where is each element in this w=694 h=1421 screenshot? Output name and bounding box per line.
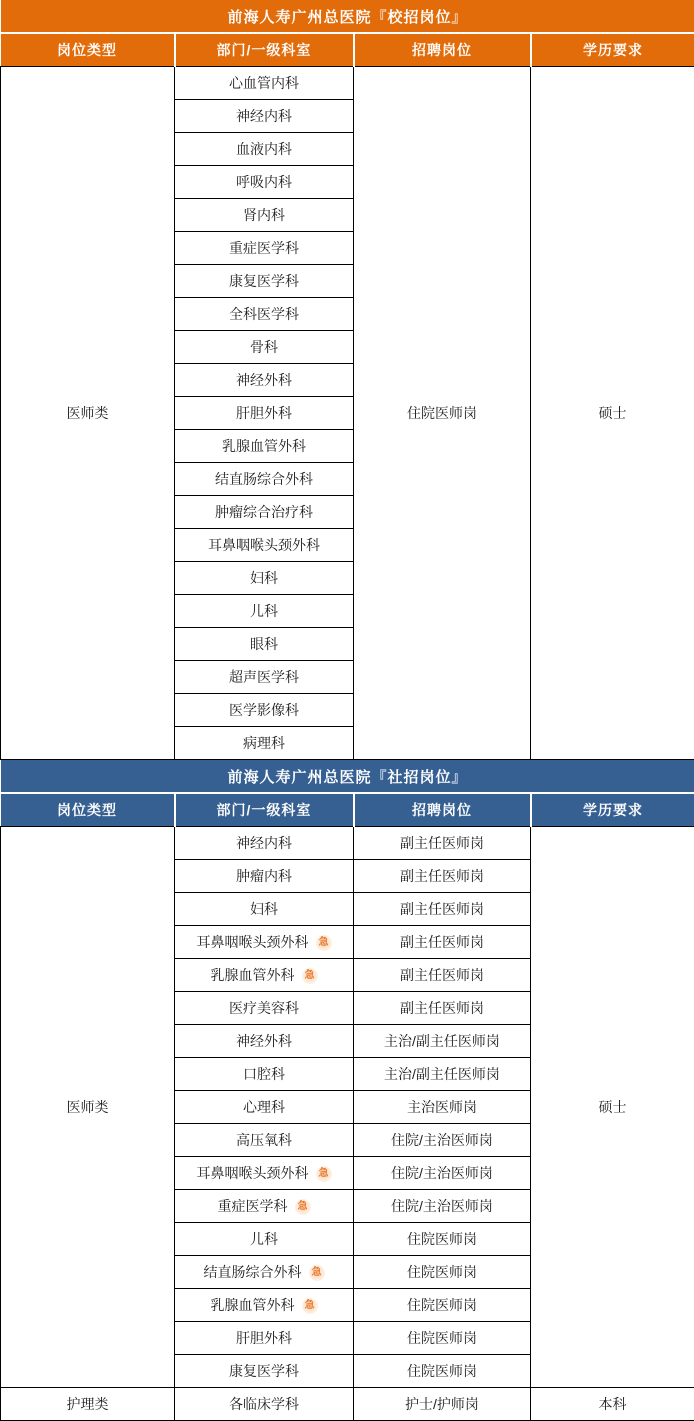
position-cell: 主治医师岗 [354,1091,531,1124]
column-header-category: 岗位类型 [1,33,175,67]
bracket-close: 』 [452,9,468,26]
dept-label: 结直肠综合外科 [204,1264,302,1280]
position-cell: 护士/护师岗 [354,1388,531,1421]
column-header-position: 招聘岗位 [354,793,531,827]
dept-cell: 病理科 [175,727,354,760]
dept-cell: 肿瘤综合治疗科 [175,496,354,529]
column-header-department: 部门/一级科室 [175,33,354,67]
position-cell: 副主任医师岗 [354,893,531,926]
column-header-position: 招聘岗位 [354,33,531,67]
campus-header-row [1,33,694,67]
position-cell: 住院医师岗 [354,1322,531,1355]
column-header-department: 部门/一级科室 [175,793,354,827]
bracket-open: 『 [371,769,387,786]
dept-cell: 各临床学科 [175,1388,354,1421]
column-header-category: 岗位类型 [1,793,175,827]
dept-label: 耳鼻咽喉头颈外科 [197,934,309,950]
dept-cell [175,1157,354,1190]
column-header-education: 学历要求 [531,793,694,827]
urgent-icon: 急 [309,1265,325,1281]
position-cell: 住院/主治医师岗 [354,1190,531,1223]
bracket-close: 』 [452,769,468,786]
urgent-icon: 急 [302,1298,318,1314]
dept-cell: 乳腺血管外科 [175,430,354,463]
dept-cell: 结直肠综合外科 [175,463,354,496]
dept-label: 耳鼻咽喉头颈外科 [197,1165,309,1181]
table-row [1,67,694,100]
dept-cell: 骨科 [175,331,354,364]
dept-cell: 医学影像科 [175,694,354,727]
dept-cell [175,1256,354,1289]
bracket-open: 『 [371,9,387,26]
dept-cell: 心理科 [175,1091,354,1124]
campus-title-row [1,0,694,33]
position-cell: 主治/副主任医师岗 [354,1058,531,1091]
dept-cell: 儿科 [175,595,354,628]
dept-cell: 眼科 [175,628,354,661]
title-label: 校招岗位 [388,9,452,26]
dept-label: 乳腺血管外科 [211,967,295,983]
dept-cell: 妇科 [175,562,354,595]
dept-cell: 神经外科 [175,1025,354,1058]
education-cell: 硕士 [531,827,694,1388]
education-cell: 本科 [531,1388,694,1421]
dept-cell: 肿瘤内科 [175,860,354,893]
dept-cell: 血液内科 [175,133,354,166]
dept-cell: 超声医学科 [175,661,354,694]
column-header-education: 学历要求 [531,33,694,67]
category-cell: 护理类 [1,1388,175,1421]
position-cell: 副主任医师岗 [354,827,531,860]
education-cell: 硕士 [531,67,694,760]
dept-cell: 心血管内科 [175,67,354,100]
category-cell: 医师类 [1,827,175,1388]
dept-label: 乳腺血管外科 [211,1297,295,1313]
urgent-icon: 急 [295,1199,311,1215]
dept-cell: 呼吸内科 [175,166,354,199]
dept-cell: 高压氧科 [175,1124,354,1157]
position-cell: 住院医师岗 [354,67,531,760]
dept-label: 重症医学科 [218,1198,288,1214]
dept-cell: 重症医学科 [175,232,354,265]
urgent-icon: 急 [316,935,332,951]
social-header-row [1,793,694,827]
position-cell: 住院/主治医师岗 [354,1124,531,1157]
position-cell: 住院医师岗 [354,1289,531,1322]
dept-cell: 肾内科 [175,199,354,232]
position-cell: 主治/副主任医师岗 [354,1025,531,1058]
table-row [1,827,694,860]
campus-title [1,0,694,33]
urgent-icon: 急 [316,1166,332,1182]
position-cell: 副主任医师岗 [354,926,531,959]
position-cell: 副主任医师岗 [354,959,531,992]
social-title [1,760,694,793]
dept-cell: 医疗美容科 [175,992,354,1025]
dept-cell: 肝胆外科 [175,397,354,430]
dept-cell: 康复医学科 [175,265,354,298]
dept-cell [175,1289,354,1322]
position-cell: 副主任医师岗 [354,860,531,893]
dept-cell: 神经外科 [175,364,354,397]
dept-cell [175,1190,354,1223]
table-row [1,1388,694,1421]
dept-cell [175,926,354,959]
urgent-icon: 急 [302,968,318,984]
position-cell: 住院医师岗 [354,1256,531,1289]
dept-cell: 妇科 [175,893,354,926]
dept-cell: 全科医学科 [175,298,354,331]
dept-cell [175,959,354,992]
dept-cell: 神经内科 [175,100,354,133]
dept-cell: 儿科 [175,1223,354,1256]
dept-cell: 神经内科 [175,827,354,860]
position-cell: 副主任医师岗 [354,992,531,1025]
social-title-row [1,760,694,793]
dept-cell: 口腔科 [175,1058,354,1091]
title-text: 前海人寿广州总医院 [227,9,371,26]
title-text: 前海人寿广州总医院 [227,769,371,786]
category-cell: 医师类 [1,67,175,760]
dept-cell: 肝胆外科 [175,1322,354,1355]
position-cell: 住院医师岗 [354,1355,531,1388]
dept-cell: 康复医学科 [175,1355,354,1388]
position-cell: 住院/主治医师岗 [354,1157,531,1190]
title-label: 社招岗位 [388,769,452,786]
dept-cell: 耳鼻咽喉头颈外科 [175,529,354,562]
position-cell: 住院医师岗 [354,1223,531,1256]
social-table [0,760,694,1421]
